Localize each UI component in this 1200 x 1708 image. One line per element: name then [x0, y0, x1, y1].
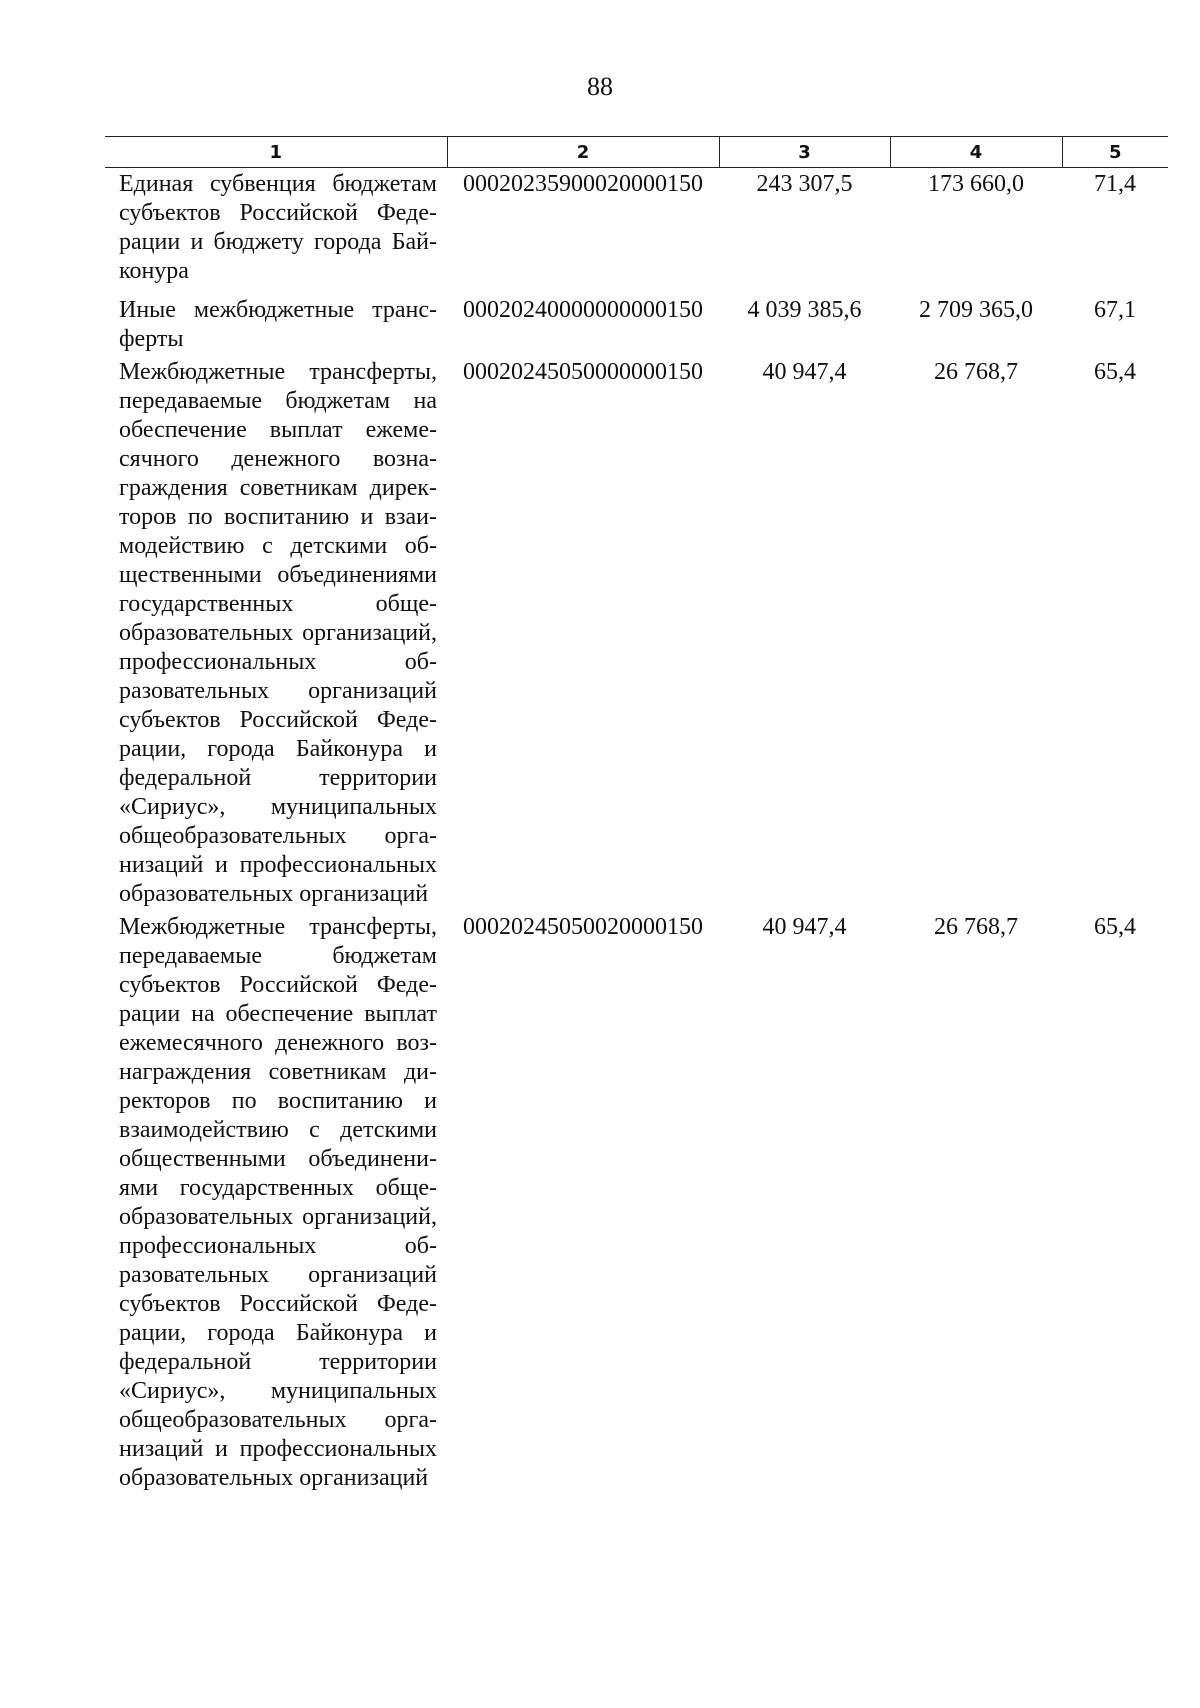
header-row [105, 137, 1168, 168]
row-col3: 4 039 385,6 [747, 297, 862, 323]
row-name: Межбюджетные трансферты, передаваемые бюджетам на обеспечение выплат ежемесячного денежного вознаграждения советникам директоров по воспитанию и взаимодействию с детскими общественными объединениями государственных общеобразовательных организаций, профессиональных образовательных организаций субъектов Российской Федерации, города Байконура и федеральной территории «Сириус», муниципальных общеобразовательных организаций и профессиональных образовательных организаций [119, 359, 437, 907]
row-col3: 243 307,5 [756, 171, 853, 197]
row-col5: 67,1 [1094, 297, 1136, 323]
table-body [105, 168, 1168, 1496]
row-col3: 40 947,4 [762, 359, 847, 385]
row-col3: 40 947,4 [762, 914, 847, 940]
table-row [105, 911, 1168, 1495]
row-code: 00020235900020000150 [463, 171, 703, 197]
row-col4: 2 709 365,0 [919, 297, 1033, 323]
row-name: Межбюджетные трансферты, передаваемые бюджетам субъектов Российской Федерации на обеспечение выплат ежемесячного денежного вознаграждения советникам директоров по воспитанию и взаимодействию с детскими общественными объединениями государственных общеобразовательных организаций, профессиональных образовательных организаций субъектов Российской Федерации, города Байконура и федеральной территории «Сириус», муниципальных общеобразовательных организаций и профессиональных образовательных организаций [119, 914, 437, 1491]
header-col-3: 3 [719, 137, 890, 168]
page-number: 88 [587, 72, 613, 101]
row-code: 00020245050020000150 [463, 914, 703, 940]
row-name: Единая субвенция бюджетам субъектов Российской Федерации и бюджету города Байконура [119, 171, 437, 284]
row-code: 00020245050000000150 [463, 359, 703, 385]
budget-table [105, 136, 1168, 1495]
header-col-1: 1 [105, 137, 447, 168]
table-row [105, 294, 1168, 356]
row-col5: 65,4 [1094, 914, 1136, 940]
row-col5: 65,4 [1094, 359, 1136, 385]
row-code: 00020240000000000150 [463, 297, 703, 323]
row-col5: 71,4 [1094, 171, 1136, 197]
row-name: Иные межбюджетные трансферты [119, 297, 437, 352]
table-row [105, 168, 1168, 295]
header-col-5: 5 [1062, 137, 1168, 168]
header-col-4: 4 [890, 137, 1062, 168]
header-col-2: 2 [447, 137, 719, 168]
row-col4: 26 768,7 [934, 914, 1018, 940]
table-header [105, 137, 1168, 168]
row-col4: 173 660,0 [928, 171, 1024, 197]
table-row [105, 356, 1168, 911]
row-col4: 26 768,7 [934, 359, 1018, 385]
